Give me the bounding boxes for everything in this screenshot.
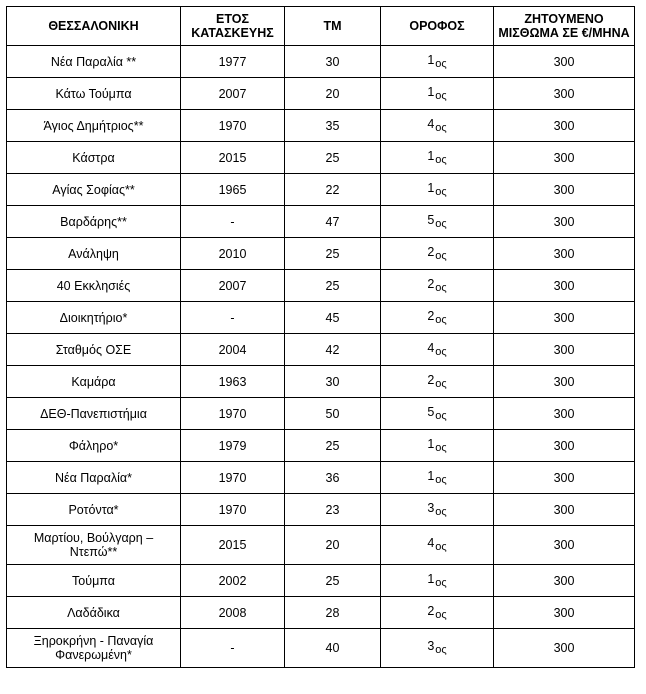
rent-cell: 300: [494, 334, 635, 366]
floor-cell: [381, 78, 494, 110]
sqm-cell: 50: [285, 398, 381, 430]
rent-cell: 300: [494, 270, 635, 302]
rental-listings-table: [6, 6, 635, 668]
floor-ordinal-suffix: ος: [435, 89, 447, 102]
floor-number: 1: [427, 436, 435, 451]
area-cell: Ανάληψη: [7, 238, 181, 270]
year-cell: 1979: [181, 430, 285, 462]
floor-cell: [381, 462, 494, 494]
floor-ordinal-suffix: ος: [435, 644, 447, 656]
area-cell: Καμάρα: [7, 366, 181, 398]
floor-cell: [381, 494, 494, 526]
floor-ordinal-suffix: ος: [435, 345, 447, 358]
sqm-cell: 25: [285, 238, 381, 270]
rent-cell: 300: [494, 462, 635, 494]
sqm-cell: 30: [285, 46, 381, 78]
area-cell: Νέα Παραλία*: [7, 462, 181, 494]
floor-cell: [381, 238, 494, 270]
header-requested-rent: ΖΗΤΟΥΜΕΝΟ ΜΙΣΘΩΜΑ ΣΕ €/ΜΗΝΑ: [494, 7, 635, 46]
floor-ordinal-suffix: ος: [435, 249, 447, 262]
floor-cell: [381, 174, 494, 206]
floor-number: 1: [427, 148, 435, 163]
year-cell: 2015: [181, 142, 285, 174]
floor-number: 2: [427, 603, 435, 618]
table-row: [7, 206, 635, 238]
floor-ordinal-suffix: ος: [435, 57, 447, 70]
header-area: ΘΕΣΣΑΛΟΝΙΚΗ: [7, 7, 181, 46]
area-cell: Ροτόντα*: [7, 494, 181, 526]
floor-cell: [381, 270, 494, 302]
table-row: [7, 629, 635, 668]
floor-ordinal-suffix: ος: [435, 121, 447, 134]
year-cell: -: [181, 206, 285, 238]
year-cell: 2008: [181, 597, 285, 629]
year-cell: 1977: [181, 46, 285, 78]
rent-cell: 300: [494, 206, 635, 238]
table-row: [7, 334, 635, 366]
table-row: [7, 270, 635, 302]
year-cell: 2004: [181, 334, 285, 366]
table-row: [7, 366, 635, 398]
floor-ordinal-suffix: ος: [435, 313, 447, 326]
floor-ordinal-suffix: ος: [435, 541, 447, 553]
year-cell: 1970: [181, 110, 285, 142]
rent-cell: 300: [494, 629, 635, 668]
year-cell: 2002: [181, 565, 285, 597]
area-cell: Βαρδάρης**: [7, 206, 181, 238]
rent-cell: 300: [494, 398, 635, 430]
floor-number: 2: [427, 308, 435, 323]
rent-cell: 300: [494, 174, 635, 206]
table-row: [7, 174, 635, 206]
floor-ordinal-suffix: ος: [435, 608, 447, 621]
rent-cell: 300: [494, 110, 635, 142]
table-row: [7, 142, 635, 174]
floor-cell: [381, 565, 494, 597]
rent-cell: 300: [494, 430, 635, 462]
floor-cell: [381, 597, 494, 629]
rent-cell: 300: [494, 78, 635, 110]
header-construction-year: ΕΤΟΣ ΚΑΤΑΣΚΕΥΗΣ: [181, 7, 285, 46]
floor-number: 1: [427, 180, 435, 195]
area-cell: Διοικητήριο*: [7, 302, 181, 334]
year-cell: 1970: [181, 398, 285, 430]
sqm-cell: 25: [285, 565, 381, 597]
header-square-meters: ΤΜ: [285, 7, 381, 46]
sqm-cell: 45: [285, 302, 381, 334]
rent-cell: 300: [494, 302, 635, 334]
floor-ordinal-suffix: ος: [435, 441, 447, 454]
floor-cell: [381, 334, 494, 366]
rent-cell: 300: [494, 142, 635, 174]
header-floor: ΟΡΟΦΟΣ: [381, 7, 494, 46]
table-row: [7, 110, 635, 142]
rent-cell: 300: [494, 366, 635, 398]
floor-ordinal-suffix: ος: [435, 185, 447, 198]
floor-ordinal-suffix: ος: [435, 217, 447, 230]
year-cell: 2007: [181, 270, 285, 302]
table-row: [7, 494, 635, 526]
year-cell: 2007: [181, 78, 285, 110]
floor-ordinal-suffix: ος: [435, 377, 447, 390]
area-cell: Κάστρα: [7, 142, 181, 174]
table-row: [7, 302, 635, 334]
floor-number: 4: [427, 116, 435, 131]
area-cell: Τούμπα: [7, 565, 181, 597]
floor-number: 2: [427, 372, 435, 387]
floor-ordinal-suffix: ος: [435, 473, 447, 486]
floor-number: 1: [427, 84, 435, 99]
floor-number: 2: [427, 276, 435, 291]
table-row: [7, 526, 635, 565]
table-row: [7, 462, 635, 494]
year-cell: 2015: [181, 526, 285, 565]
area-cell: Νέα Παραλία **: [7, 46, 181, 78]
table-row: [7, 398, 635, 430]
sqm-cell: 20: [285, 526, 381, 565]
floor-cell: [381, 46, 494, 78]
year-cell: 1970: [181, 494, 285, 526]
floor-cell: [381, 629, 494, 668]
rent-cell: 300: [494, 526, 635, 565]
floor-ordinal-suffix: ος: [435, 576, 447, 589]
table-row: [7, 597, 635, 629]
sqm-cell: 36: [285, 462, 381, 494]
area-cell: Σταθμός ΟΣΕ: [7, 334, 181, 366]
rent-cell: 300: [494, 565, 635, 597]
area-cell: Άγιος Δημήτριος**: [7, 110, 181, 142]
area-cell: ΔΕΘ-Πανεπιστήμια: [7, 398, 181, 430]
sqm-cell: 40: [285, 629, 381, 668]
sqm-cell: 28: [285, 597, 381, 629]
floor-number: 3: [427, 500, 435, 515]
area-cell: Φάληρο*: [7, 430, 181, 462]
floor-number: 1: [427, 52, 435, 67]
table-row: [7, 430, 635, 462]
floor-cell: [381, 398, 494, 430]
sqm-cell: 23: [285, 494, 381, 526]
floor-number: 2: [427, 244, 435, 259]
sqm-cell: 25: [285, 270, 381, 302]
area-cell: 40 Εκκλησιές: [7, 270, 181, 302]
floor-number: 1: [427, 571, 435, 586]
floor-number: 5: [427, 404, 435, 419]
table-header-row: [7, 7, 635, 46]
rent-cell: 300: [494, 46, 635, 78]
area-cell: Μαρτίου, Βούλγαρη – Ντεπώ**: [7, 526, 181, 565]
sqm-cell: 30: [285, 366, 381, 398]
area-cell: Κάτω Τούμπα: [7, 78, 181, 110]
floor-cell: [381, 142, 494, 174]
floor-cell: [381, 110, 494, 142]
area-cell: Λαδάδικα: [7, 597, 181, 629]
floor-cell: [381, 206, 494, 238]
table-row: [7, 238, 635, 270]
sqm-cell: 25: [285, 142, 381, 174]
year-cell: -: [181, 629, 285, 668]
year-cell: 1970: [181, 462, 285, 494]
table-row: [7, 78, 635, 110]
floor-cell: [381, 302, 494, 334]
floor-cell: [381, 366, 494, 398]
table-row: [7, 565, 635, 597]
year-cell: 2010: [181, 238, 285, 270]
floor-cell: [381, 526, 494, 565]
sqm-cell: 22: [285, 174, 381, 206]
table-row: [7, 46, 635, 78]
rent-cell: 300: [494, 494, 635, 526]
year-cell: -: [181, 302, 285, 334]
year-cell: 1965: [181, 174, 285, 206]
rent-cell: 300: [494, 238, 635, 270]
floor-ordinal-suffix: ος: [435, 281, 447, 294]
table-body: [7, 46, 635, 668]
area-cell: Ξηροκρήνη - Παναγία Φανερωμένη*: [7, 629, 181, 668]
sqm-cell: 35: [285, 110, 381, 142]
floor-number: 5: [427, 212, 435, 227]
floor-number: 4: [427, 536, 435, 550]
floor-cell: [381, 430, 494, 462]
rent-cell: 300: [494, 597, 635, 629]
floor-ordinal-suffix: ος: [435, 505, 447, 518]
year-cell: 1963: [181, 366, 285, 398]
sqm-cell: 25: [285, 430, 381, 462]
sqm-cell: 20: [285, 78, 381, 110]
sqm-cell: 47: [285, 206, 381, 238]
sqm-cell: 42: [285, 334, 381, 366]
floor-number: 4: [427, 340, 435, 355]
floor-ordinal-suffix: ος: [435, 409, 447, 422]
floor-ordinal-suffix: ος: [435, 153, 447, 166]
area-cell: Αγίας Σοφίας**: [7, 174, 181, 206]
floor-number: 1: [427, 468, 435, 483]
floor-number: 3: [427, 639, 435, 653]
